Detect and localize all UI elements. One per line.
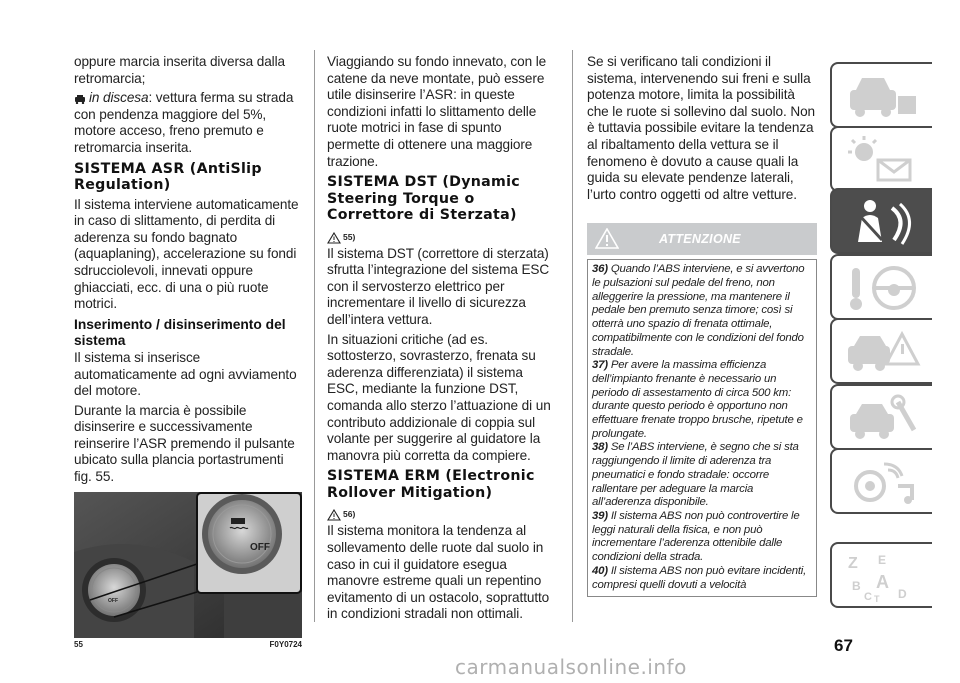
wrench-car-icon — [842, 392, 922, 444]
column-divider — [572, 50, 573, 622]
svg-text:T: T — [874, 594, 880, 602]
off-label-large: OFF — [250, 541, 270, 553]
paragraph-rollover: Se si verificano tali condizioni il sistema, intervenendo sui freni e sulla potenza motore, limita la possibilità che le ruote si sollevino dal suolo. Non è tuttavia possibile evitare la tendenza al ribaltamento della vettura se il fenomeno è dovuto a cause quali la guida su elevate pendenze laterali, l’urto contro oggetti od altre vetture. — [587, 54, 815, 202]
warning-triangle-icon — [327, 232, 341, 244]
svg-text:E: E — [878, 553, 887, 567]
note-37: 37) Per avere la massima efficienza dell’impianto frenante è necessario un periodo di assestamento di circa 500 km: durante questo periodo è opportuno non effettuare frenate troppo brusche, ripetute e prolungate. — [592, 359, 803, 440]
column-3 — [587, 54, 817, 597]
erm-warning-ref — [327, 504, 555, 521]
car-downhill-icon — [74, 94, 86, 104]
tab-multimedia[interactable] — [830, 448, 932, 514]
paragraph-dst-critical: In situazioni critiche (ad es. sottosterzo, sovrasterzo, frenata su aderenza differenziata) il sistema ESC, mediante la funzione DST, comanda allo sterzo l’attuazione di un contributo addizionale di coppia sul volante per suggerire al guidatore la manovra più corretta da compiere. — [327, 331, 551, 463]
warning-triangle-icon — [327, 509, 341, 521]
column-2 — [327, 54, 555, 626]
paragraph-disable-while-driving: Durante la marcia è possibile disinserire e successivamente reinserire l’ASR premendo il pulsante ubicato sulla plancia portastrumenti fig. 55. — [74, 402, 295, 485]
paragraph-dst-intro: Il sistema DST (correttore di sterzata) sfrutta l’integrazione del sistema ESC con il servosterzo elettrico per incrementare il livello di sicurezza dell’intera vettura. — [327, 245, 550, 328]
tab-lights-messages[interactable] — [830, 126, 932, 192]
note-40: 40) Il sistema ABS non può evitare incidenti, compresi quelli dovuti a velocità — [592, 564, 807, 591]
figure-caption — [74, 640, 302, 649]
tab-start-drive[interactable] — [830, 254, 932, 320]
svg-text:B: B — [852, 579, 861, 593]
figure-code: F0Y0724 — [269, 639, 302, 649]
note-36: 36) Quando l’ABS interviene, e si avvertono le pulsazioni sul pedale del freno, non alleggerire la pressione, ma mantenere il pedale ben premuto senza timore; così si otterrà uno spazio di frenata ottimale, compatibilmente con le condizioni del fondo stradale. — [592, 263, 805, 358]
page-number: 67 — [834, 636, 853, 655]
downhill-label: in discesa — [89, 90, 149, 106]
insert-disable-heading: Inserimento / disinserimento del sistema — [74, 316, 286, 349]
alphabet-index-icon — [842, 550, 922, 602]
car-dashboard-icon — [842, 70, 922, 122]
column-divider — [314, 50, 315, 622]
key-steering-wheel-icon — [842, 262, 922, 314]
multimedia-icon — [842, 456, 922, 508]
asr-button-photo — [74, 492, 302, 638]
svg-text:D: D — [898, 587, 907, 601]
attention-title: ATTENZIONE — [659, 232, 741, 247]
dst-warning-number: 55) — [343, 231, 356, 242]
tab-index[interactable] — [830, 542, 932, 608]
erm-heading: SISTEMA ERM (Electronic Rollover Mitigation) — [327, 468, 535, 501]
asr-heading: SISTEMA ASR (AntiSlip Regulation) — [74, 160, 262, 194]
paragraph-asr: Il sistema interviene automaticamente in caso di slittamento, di perdita di aderenza su fondo bagnato (aquaplaning), accelerazione su fondi sdrucciolevoli, innevati oppure ghiacciati, ecc. di una o più ruote motrici. — [74, 196, 299, 312]
lights-envelope-icon — [842, 134, 922, 186]
note-39: 39) Il sistema ABS non può controvertire le leggi naturali della fisica, e non può incrementare l’aderenza ottenibile dalle condizioni della strada. — [592, 510, 800, 564]
paragraph-auto-insert: Il sistema si inserisce automaticamente ad ogni avviamento del motore. — [74, 349, 297, 399]
warning-triangle-icon — [595, 228, 619, 249]
emergency-car-icon — [842, 326, 922, 378]
downhill-text: : vettura ferma su strada con pendenza maggiore del 5%, motore acceso, freno premuto e retromarcia inserita. — [74, 90, 294, 155]
svg-text:C: C — [864, 591, 872, 602]
tab-maintenance[interactable] — [830, 384, 932, 450]
paragraph-downhill — [74, 90, 302, 156]
off-label-small: OFF — [108, 597, 118, 604]
paragraph-snow: Viaggiando su fondo innevato, con le catene da neve montate, può essere utile disinserire l’ASR: in queste condizioni infatti lo slittamento delle ruote motrici in fase di spunto permette di ottenere una maggiore trazione. — [327, 54, 547, 169]
watermark: carmanualsonline.info — [455, 655, 687, 679]
tab-emergency[interactable] — [830, 318, 932, 384]
seat-belt-airbag-icon — [842, 196, 922, 248]
asr-button-illustration — [74, 492, 302, 638]
svg-text:A: A — [876, 572, 889, 592]
dst-warning-ref — [327, 227, 555, 244]
note-38: 38) Se l’ABS interviene, è segno che si sta raggiungendo il limite di aderenza tra pneumatici e fondo stradale: occorre rallentare per adeguare la marcia all’aderenza disponibile. — [592, 441, 799, 509]
tab-car-dashboard[interactable] — [830, 62, 932, 128]
paragraph-erm: Il sistema monitora la tendenza al sollevamento delle ruote dal suolo in caso in cui il guidatore esegua manovre estreme quali un repentino evitamento di un ostacolo, soprattutto in condizioni stradali non ottimali. — [327, 523, 550, 622]
dst-heading: SISTEMA DST (Dynamic Steering Torque o Correttore di Sterzata) — [327, 174, 520, 224]
attention-header — [587, 223, 817, 255]
erm-warning-number: 56) — [343, 509, 356, 520]
paragraph-reverse-gear: oppure marcia inserita diversa dalla retromarcia; — [74, 54, 285, 86]
tab-safety[interactable] — [830, 188, 932, 254]
figure-number: 55 — [74, 639, 83, 649]
svg-text:Z: Z — [848, 555, 858, 572]
attention-notes — [587, 259, 817, 597]
column-1 — [74, 54, 302, 649]
